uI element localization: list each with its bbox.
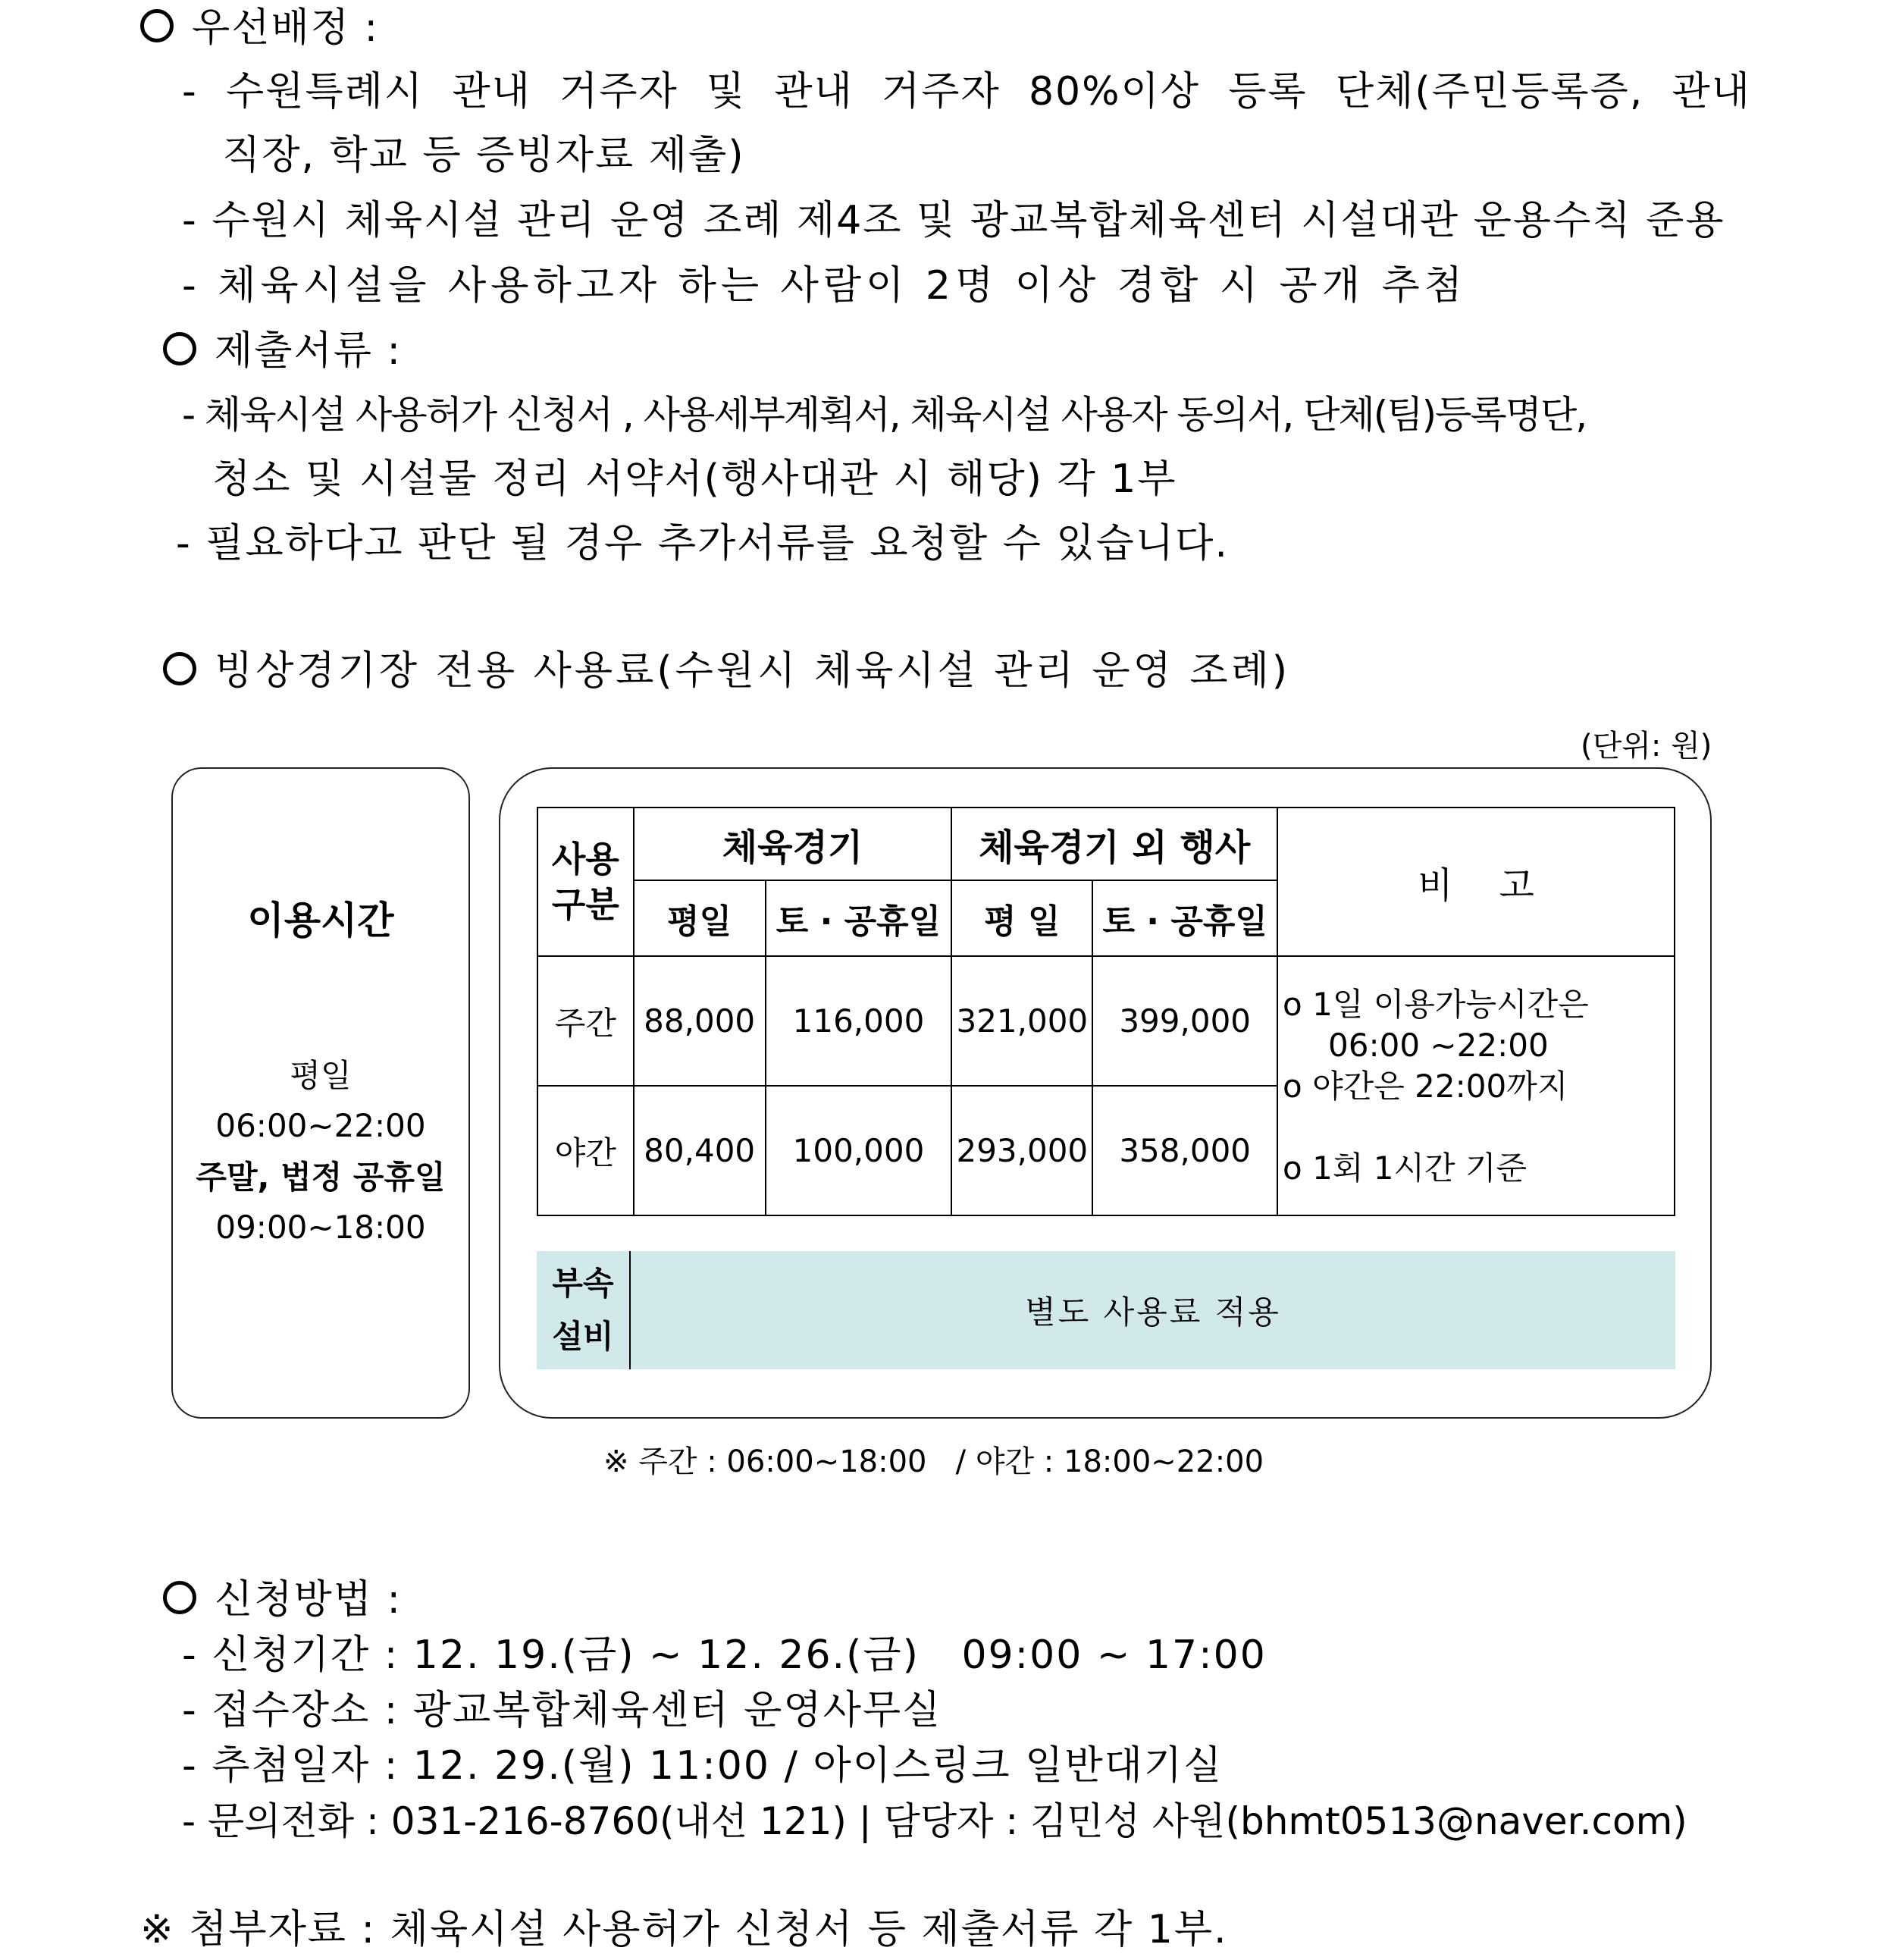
sub-header-events-holiday: 토 · 공휴일 bbox=[1092, 880, 1277, 956]
fees-heading bbox=[163, 644, 1290, 698]
sub-header-sports-holiday: 토 · 공휴일 bbox=[766, 880, 952, 956]
sports-group-header: 체육경기 bbox=[634, 808, 952, 880]
fee-cell: 116,000 bbox=[766, 956, 952, 1086]
weekday-label: 평일 bbox=[290, 1057, 352, 1094]
priority-item-2: - 수원시 체육시설 관리 운영 조례 제4조 및 광교복합체육센터 시설대관 운용수칙 준용 bbox=[182, 198, 1725, 243]
application-contact: - 문의전화 : 031-216-8760(내선 121) | 담당자 : 김민성 사원(bhmt0513@naver.com) bbox=[182, 1799, 1687, 1843]
priority-heading-text: 우선배정 : bbox=[192, 5, 379, 51]
application-draw-date: - 추첨일자 : 12. 29.(월) 11:00 / 아이스링크 일반대기실 bbox=[182, 1743, 1224, 1789]
weekend-label: 주말, 법정 공휴일 bbox=[196, 1159, 446, 1196]
accessory-row bbox=[537, 1251, 1675, 1369]
application-location: - 접수장소 : 광교복합체육센터 운영사무실 bbox=[182, 1688, 942, 1733]
fee-cell: 80,400 bbox=[634, 1086, 766, 1215]
circle-bullet-icon bbox=[163, 652, 196, 685]
priority-item-3: - 체육시설을 사용하고자 하는 사람이 2명 이상 경합 시 공개 추첨 bbox=[182, 263, 1467, 309]
fee-cell: 293,000 bbox=[951, 1086, 1092, 1215]
events-group-header: 체육경기 외 행사 bbox=[951, 808, 1277, 880]
row-label-day: 주간 bbox=[537, 956, 634, 1086]
usage-hours-title: 이용시간 bbox=[247, 898, 394, 942]
category-header bbox=[537, 808, 634, 956]
documents-heading bbox=[163, 325, 402, 378]
accessory-label-line-2: 설비 bbox=[552, 1318, 614, 1355]
accessory-label-line-1: 부속 bbox=[552, 1265, 614, 1302]
attachment-note: ※ 첨부자료 : 체육시설 사용허가 신청서 등 제출서류 각 1부. bbox=[140, 1907, 1228, 1952]
documents-item-1: - 체육시설 사용허가 신청서 , 사용세부계획서, 체육시설 사용자 동의서, 단체(팀)등록명단, bbox=[182, 393, 1587, 437]
priority-item-1-cont: 직장, 학교 등 증빙자료 제출) bbox=[222, 133, 745, 178]
fee-cell: 88,000 bbox=[634, 956, 766, 1086]
fees-heading-text: 빙상경기장 전용 사용료(수원시 체육시설 관리 운영 조례) bbox=[215, 648, 1291, 694]
fee-table bbox=[537, 807, 1675, 1216]
accessory-value: 별도 사용료 적용 bbox=[1025, 1294, 1281, 1331]
application-heading bbox=[163, 1573, 402, 1626]
weekend-hours: 09:00~18:00 bbox=[215, 1209, 426, 1246]
category-header-line-1: 사용 bbox=[551, 839, 619, 880]
unit-label: (단위: 원) bbox=[1581, 729, 1712, 764]
fee-cell: 321,000 bbox=[951, 956, 1092, 1086]
application-period: - 신청기간 : 12. 19.(금) ~ 12. 26.(금) 09:00 ~ 17:00 bbox=[182, 1632, 1267, 1678]
priority-item-1: - 수원특례시 관내 거주자 및 관내 거주자 80%이상 등록 단체(주민등록증, 관내 bbox=[182, 69, 1751, 114]
row-label-night: 야간 bbox=[537, 1086, 634, 1215]
fee-cell: 100,000 bbox=[766, 1086, 952, 1215]
documents-heading-text: 제출서류 : bbox=[215, 328, 402, 374]
remark-line: o 야간은 22:00까지 bbox=[1283, 1068, 1568, 1105]
circle-bullet-icon bbox=[163, 332, 196, 365]
usage-hours-box bbox=[171, 767, 470, 1419]
time-footnote: ※ 주간 : 06:00~18:00 / 야간 : 18:00~22:00 bbox=[603, 1444, 1264, 1479]
application-heading-text: 신청방법 : bbox=[215, 1577, 402, 1623]
remarks-cell bbox=[1277, 956, 1675, 1215]
remark-line: o 1일 이용가능시간은 bbox=[1283, 986, 1589, 1023]
fee-cell: 399,000 bbox=[1092, 956, 1277, 1086]
sub-header-events-weekday: 평 일 bbox=[951, 880, 1092, 956]
circle-bullet-icon bbox=[140, 9, 174, 42]
priority-heading bbox=[140, 2, 379, 55]
accessory-label bbox=[537, 1251, 631, 1369]
documents-item-2: - 필요하다고 판단 될 경우 추가서류를 요청할 수 있습니다. bbox=[176, 521, 1229, 566]
remark-line: 06:00 ~22:00 bbox=[1328, 1027, 1549, 1064]
circle-bullet-icon bbox=[163, 1581, 196, 1614]
weekday-hours: 06:00~22:00 bbox=[215, 1107, 426, 1144]
remarks-header: 비 고 bbox=[1277, 808, 1675, 956]
sub-header-sports-weekday: 평일 bbox=[634, 880, 766, 956]
fee-cell: 358,000 bbox=[1092, 1086, 1277, 1215]
remark-line: o 1회 1시간 기준 bbox=[1283, 1149, 1528, 1187]
documents-item-1-cont: 청소 및 시설물 정리 서약서(행사대관 시 해당) 각 1부 bbox=[212, 456, 1177, 502]
category-header-line-2: 구분 bbox=[551, 884, 619, 925]
table-row bbox=[537, 956, 1675, 1086]
